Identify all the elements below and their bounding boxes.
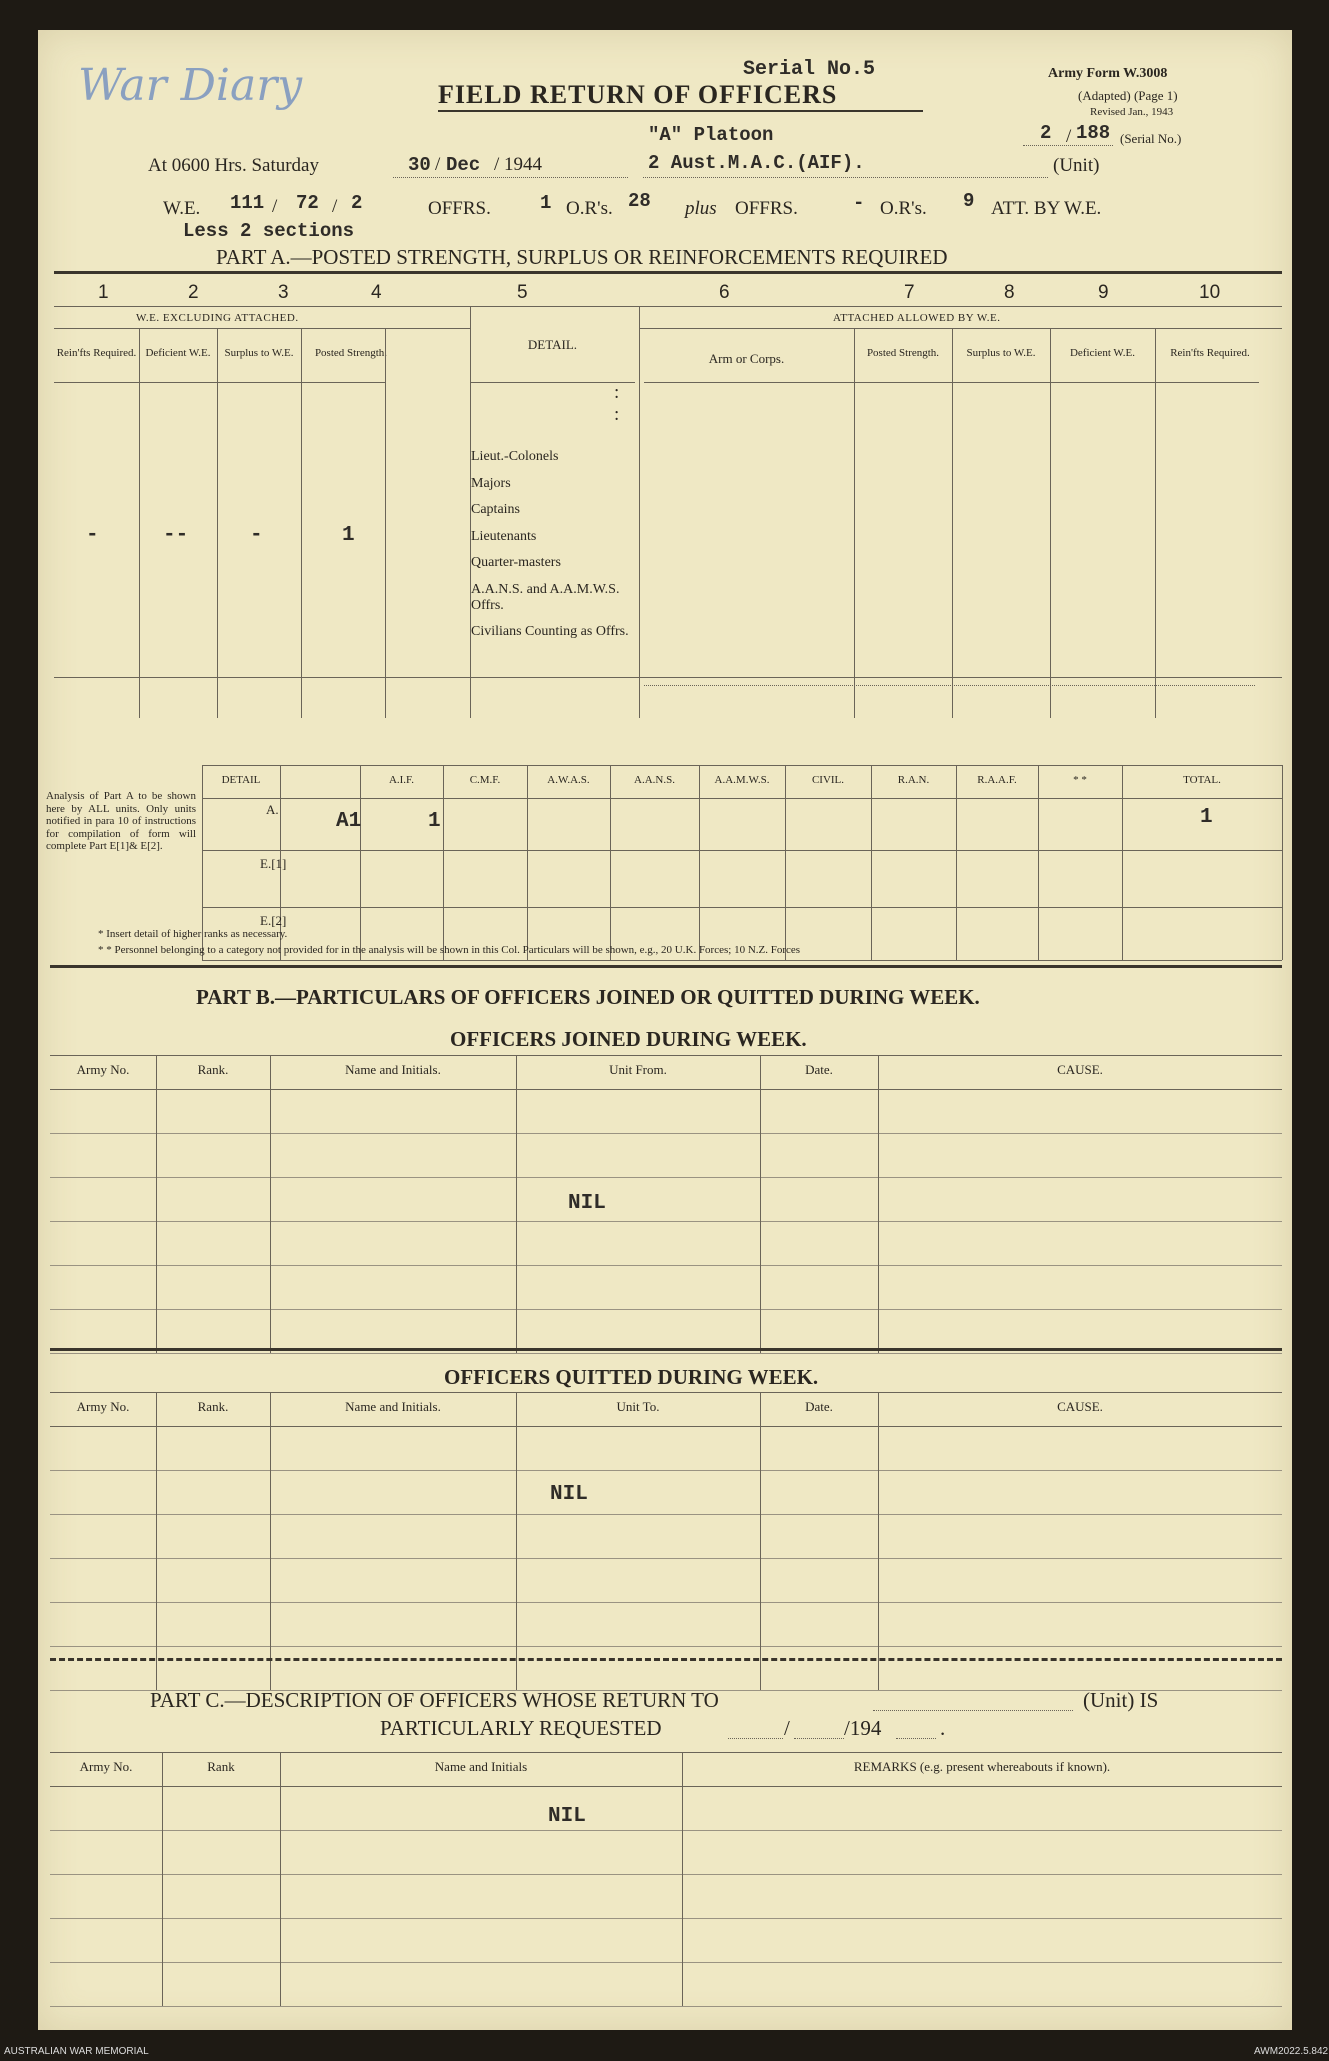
part-b-title: PART B.—PARTICULARS OF OFFICERS JOINED OR QUITTED DURING WEEK. [196, 985, 980, 1009]
table-header: Name and Initials. [345, 1399, 441, 1414]
table-hline [50, 1392, 1282, 1393]
table-header: Army No. [76, 1062, 130, 1077]
hdr-deficient-right: Deficient W.E. [1069, 347, 1136, 359]
footer-left: AUSTRALIAN WAR MEMORIAL [4, 2046, 149, 2057]
part-c-title-2: PARTICULARLY REQUESTED [380, 1716, 662, 1740]
part-c-title-1: PART C.—DESCRIPTION OF OFFICERS WHOSE RETURN TO [150, 1688, 719, 1712]
unit-label: (Unit) [1053, 155, 1100, 176]
part-c-entry: NIL [548, 1805, 586, 1828]
table-row-line [50, 1646, 1282, 1647]
hdr-deficient-left: Deficient W.E. [145, 347, 211, 359]
rank-row: Lieut.-Colonels [471, 449, 559, 464]
table-row-line [50, 1221, 1282, 1222]
table-header: Rank. [197, 1399, 229, 1414]
hdr-arm-corps: Arm or Corps. [708, 351, 785, 366]
col-number: 5 [517, 282, 528, 303]
analysis-vline [699, 765, 700, 960]
row-e2-label: E.[2] [260, 913, 287, 928]
part-c-dot: . [940, 1716, 946, 1740]
val-deficient: -- [163, 524, 189, 547]
table-header: CAUSE. [1057, 1399, 1103, 1414]
col-number: 8 [1004, 282, 1015, 303]
table-header: CAUSE. [1057, 1062, 1103, 1077]
quitted-entry: NIL [550, 1483, 588, 1506]
joined-entry: NIL [568, 1192, 606, 1215]
analysis-header: C.M.F. [469, 774, 501, 786]
serial-number: Serial No.5 [743, 58, 876, 81]
less-note: Less 2 sections [183, 220, 355, 242]
analysis-vline [785, 765, 786, 960]
form-page [38, 30, 1292, 2030]
table-vline [156, 1055, 157, 1353]
part-c-unit-is: (Unit) IS [1083, 1688, 1159, 1712]
unit-name: 2 Aust.M.A.C.(AIF). [648, 152, 865, 174]
col-number: 4 [371, 282, 382, 303]
analysis-header: * * [1073, 774, 1087, 786]
table-header: Date. [805, 1062, 833, 1077]
rank-row: Civilians Counting as Offrs. [471, 623, 629, 639]
table-row-line [50, 1514, 1282, 1515]
we-slash-1: / [272, 196, 278, 217]
col-number: 3 [278, 282, 289, 303]
we-b: 72 [296, 192, 319, 214]
group-right-label: ATTACHED ALLOWED BY W.E. [833, 312, 1001, 324]
table-vline [878, 1392, 879, 1690]
ors-label: O.R's. [566, 198, 613, 219]
slash-1: / [435, 154, 441, 175]
table-hline [50, 1055, 1282, 1056]
analysis-vline [527, 765, 528, 960]
part-c-slash: / [784, 1716, 790, 1740]
table-hline [50, 1752, 1282, 1753]
table-vline [682, 1752, 683, 2006]
offrs2-label: OFFRS. [735, 198, 798, 219]
table-vline [280, 1752, 281, 2006]
rank-row: Quarter-masters [471, 555, 561, 570]
table-hline [50, 1426, 1282, 1427]
table-vline [270, 1055, 271, 1353]
hdr-surplus-right: Surplus to W.E. [966, 347, 1036, 359]
table-row-line [50, 1133, 1282, 1134]
serial-a: 2 [1040, 122, 1052, 144]
table-header: Date. [805, 1399, 833, 1414]
hdr-reinfts-right: Rein'fts Required. [1170, 347, 1250, 359]
part-c-year: /194 [844, 1716, 882, 1740]
table-header: REMARKS (e.g. present whereabouts if known). [853, 1759, 1111, 1774]
we-c: 2 [351, 192, 363, 214]
table-row-line [50, 1353, 1282, 1354]
table-hline [50, 1786, 1282, 1787]
table-vline [162, 1752, 163, 2006]
val-reinfts: - [86, 524, 99, 547]
table-vline [270, 1392, 271, 1690]
revised-label: Revised Jan., 1943 [1090, 106, 1174, 118]
hdr-detail: DETAIL. [527, 337, 578, 352]
ors-value: 28 [628, 190, 651, 212]
table-row-line [50, 1177, 1282, 1178]
analysis-vline [871, 765, 872, 960]
time-label: At 0600 Hrs. Saturday [148, 155, 319, 176]
ors2-label: O.R's. [880, 198, 927, 219]
handwritten-note: War Diary [78, 60, 303, 111]
analysis-vline [360, 765, 361, 960]
table-header: Name and Initials [434, 1759, 528, 1774]
plus-label: plus [685, 198, 717, 219]
table-header: Unit From. [609, 1062, 667, 1077]
joined-title: OFFICERS JOINED DURING WEEK. [450, 1027, 807, 1051]
analysis-vline [1122, 765, 1123, 960]
table-row-line [50, 1830, 1282, 1831]
table-vline [760, 1055, 761, 1353]
form-title: FIELD RETURN OF OFFICERS [438, 80, 838, 109]
table-row-line [50, 1918, 1282, 1919]
ors2-value: 9 [963, 190, 975, 212]
analysis-hline [202, 960, 1282, 961]
analysis-vline [610, 765, 611, 960]
analysis-header: CIVIL. [811, 774, 845, 786]
analysis-header: R.A.A.F. [977, 774, 1017, 786]
rank-row: Majors [471, 475, 511, 491]
hdr-posted-right: Posted Strength. [866, 347, 940, 359]
val-posted: 1 [342, 524, 355, 547]
analysis-header: A.I.F. [388, 774, 415, 786]
table-row-line [50, 1470, 1282, 1471]
serial-slash: / [1066, 126, 1072, 147]
footnote-2: * * Personnel belonging to a category not provided for in the analysis will be shown in this Col. Particulars will be shown, e.g., 20 U.K. Forces; 10 N.Z. Forces [98, 944, 801, 956]
table-header: Army No. [79, 1759, 133, 1774]
table-row-line [50, 1558, 1282, 1559]
col-number: 2 [188, 282, 199, 303]
footer-right: AWM2022.5.842 [1254, 2046, 1329, 2057]
rank-row: Captains [471, 502, 520, 517]
row-a-total: 1 [1200, 806, 1213, 829]
table-header: Rank. [197, 1062, 229, 1077]
table-row-line [50, 1265, 1282, 1266]
ranks-colon: : : [614, 382, 620, 425]
row-e1-label: E.[1] [260, 856, 287, 871]
analysis-header: TOTAL. [1183, 774, 1221, 786]
analysis-hline [202, 907, 1282, 908]
return-day: 30 [408, 154, 431, 176]
group-left-label: W.E. EXCLUDING ATTACHED. [136, 312, 299, 324]
rank-row: Lieutenants [471, 528, 537, 544]
return-year: 1944 [504, 154, 542, 175]
we-slash-2: / [332, 196, 338, 217]
col-number: 10 [1199, 282, 1221, 303]
table-header: Unit To. [616, 1399, 660, 1414]
platoon-name: "A" Platoon [648, 124, 774, 146]
adapted-label: (Adapted) (Page 1) [1078, 88, 1178, 103]
val-surplus: - [250, 524, 263, 547]
att-label: ATT. BY W.E. [991, 198, 1102, 219]
table-header: Name and Initials. [345, 1062, 441, 1077]
return-month: Dec [446, 154, 481, 176]
analysis-hline [202, 850, 1282, 851]
table-row-line [50, 1602, 1282, 1603]
slash-2: / [494, 154, 500, 175]
table-row-line [50, 1309, 1282, 1310]
analysis-hline [202, 798, 1282, 799]
table-row-line [50, 1962, 1282, 1963]
we-a: 111 [230, 192, 265, 214]
analysis-header: R.A.N. [897, 774, 930, 786]
hdr-reinfts-left: Rein'fts Required. [56, 347, 137, 359]
table-vline [760, 1392, 761, 1690]
col-number: 7 [904, 282, 915, 303]
rank-row: A.A.N.S. and A.A.M.W.S. Offrs. [471, 581, 620, 613]
analysis-header: DETAIL [221, 774, 261, 786]
serial-label: (Serial No.) [1120, 131, 1182, 146]
quitted-title: OFFICERS QUITTED DURING WEEK. [444, 1365, 819, 1389]
table-vline [516, 1392, 517, 1690]
analysis-header: A.A.N.S. [634, 774, 675, 786]
table-vline [516, 1055, 517, 1353]
row-a-aif: 1 [428, 810, 441, 833]
col-number: 1 [98, 282, 109, 303]
table-header: Rank [207, 1759, 235, 1774]
table-header: Army No. [76, 1399, 130, 1414]
part-a-title: PART A.—POSTED STRENGTH, SURPLUS OR REINFORCEMENTS REQUIRED [216, 245, 948, 269]
col-number: 6 [719, 282, 730, 303]
analysis-vline [443, 765, 444, 960]
we-label: W.E. [163, 198, 201, 219]
offrs2-value: - [853, 192, 865, 214]
analysis-vline [1282, 765, 1283, 960]
analysis-header: A.A.M.W.S. [714, 774, 770, 786]
table-vline [156, 1392, 157, 1690]
analysis-vline [956, 765, 957, 960]
table-row-line [50, 1874, 1282, 1875]
army-form-label: Army Form W.3008 [1048, 66, 1168, 81]
hdr-posted-left: Posted Strength. [314, 347, 388, 359]
analysis-header: A.W.A.S. [547, 774, 590, 786]
col-number: 9 [1098, 282, 1109, 303]
analysis-note: Analysis of Part A to be shown here by ALL units. Only units notified in para 10 of instructions for compilation of form will complete Part E[1]& E[2]. [46, 790, 196, 852]
offrs-value: 1 [540, 192, 552, 214]
offrs-label: OFFRS. [428, 198, 491, 219]
analysis-vline [1038, 765, 1039, 960]
row-a-label: A. [266, 802, 279, 817]
table-vline [878, 1055, 879, 1353]
rank-list [471, 449, 636, 650]
row-a-rank: A1 [336, 810, 362, 833]
hdr-surplus-left: Surplus to W.E. [224, 347, 294, 359]
footnote-1: * Insert detail of higher ranks as necessary. [98, 928, 288, 940]
table-row-line [50, 2006, 1282, 2007]
serial-b: 188 [1076, 122, 1111, 144]
table-hline [50, 1089, 1282, 1090]
title-underline [438, 110, 923, 112]
